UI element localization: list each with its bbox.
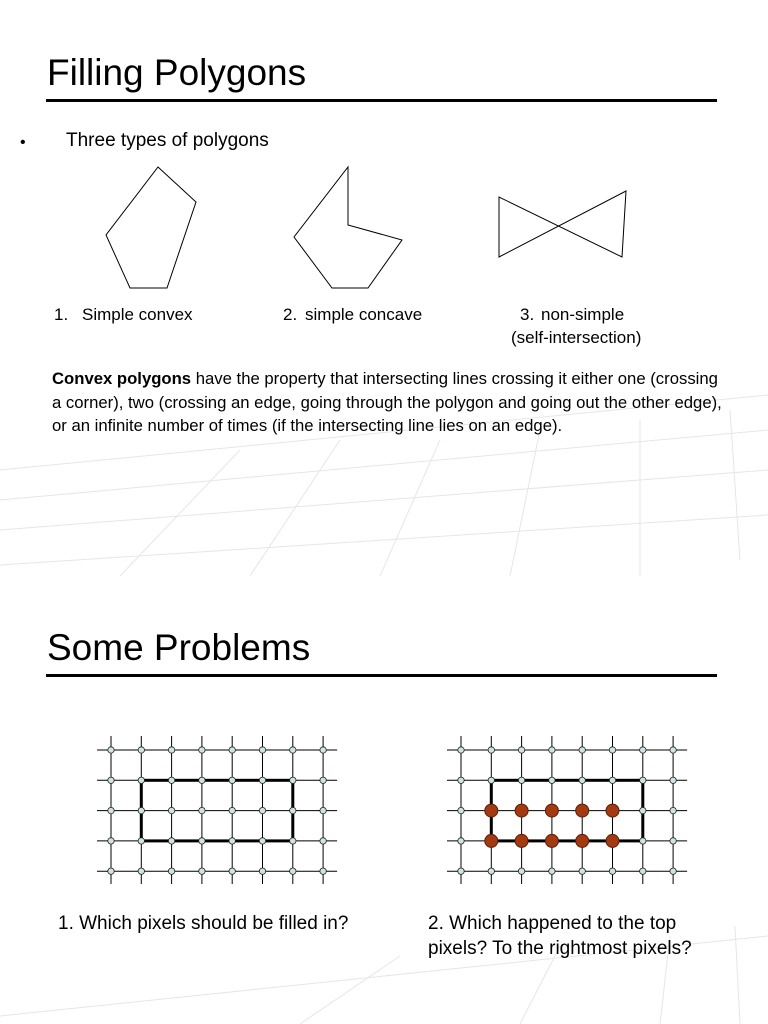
pixel-node	[229, 777, 235, 783]
question-2: 2. Which happened to the top pixels? To the rightmost pixels?	[428, 913, 692, 959]
bullet-icon: •	[20, 134, 26, 151]
filled-pixel	[545, 834, 558, 847]
concave-polygon-figure	[288, 162, 408, 294]
type-3-label: non-simple	[541, 305, 625, 324]
filled-pixel	[606, 834, 619, 847]
title-underline	[46, 99, 717, 102]
filled-pixel	[515, 834, 528, 847]
pixel-node	[640, 807, 646, 813]
convex-definition-text: have the property that intersecting lines crossing it either one (crossing a corner), two (crossing an edge, going through the polygon and going out the other edge), or an infinite number of times (if the intersecting line lies on an edge).	[52, 369, 722, 435]
type-3-sublabel: (self-intersection)	[511, 328, 642, 347]
convex-definition-paragraph	[52, 367, 722, 438]
type-2-number: 2.	[283, 305, 298, 324]
pixel-grid-2	[445, 734, 695, 884]
section-title: Some Problems	[47, 627, 311, 668]
filled-pixel	[606, 804, 619, 817]
pixel-node	[138, 777, 144, 783]
title-underline	[46, 674, 717, 677]
pixel-node	[138, 747, 144, 753]
filled-pixel	[485, 834, 498, 847]
filled-pixel	[515, 804, 528, 817]
pixel-node	[168, 838, 174, 844]
pixel-node	[579, 777, 585, 783]
question-1: 1. Which pixels should be filled in?	[58, 913, 349, 934]
pixel-node	[458, 868, 464, 874]
pixel-node	[168, 777, 174, 783]
pixel-node	[199, 777, 205, 783]
pixel-node	[138, 838, 144, 844]
pixel-node	[108, 868, 114, 874]
pixel-node	[670, 777, 676, 783]
pixel-node	[458, 777, 464, 783]
pixel-node	[670, 838, 676, 844]
pixel-node	[670, 868, 676, 874]
pixel-node	[518, 747, 524, 753]
filled-pixel	[485, 804, 498, 817]
pixel-node	[579, 868, 585, 874]
pixel-node	[259, 747, 265, 753]
pixel-node	[320, 868, 326, 874]
pixel-node	[168, 807, 174, 813]
pixel-node	[290, 868, 296, 874]
pixel-node	[138, 807, 144, 813]
pixel-node	[199, 747, 205, 753]
pixel-node	[640, 868, 646, 874]
pixel-node	[290, 838, 296, 844]
pixel-node	[259, 777, 265, 783]
pixel-node	[290, 807, 296, 813]
pixel-node	[108, 807, 114, 813]
type-3-number: 3.	[520, 305, 535, 324]
pixel-node	[229, 807, 235, 813]
pixel-node	[458, 807, 464, 813]
pixel-node	[320, 838, 326, 844]
pixel-node	[458, 747, 464, 753]
pixel-node	[320, 747, 326, 753]
type-1-label: Simple convex	[82, 305, 193, 324]
pixel-grid-1	[95, 734, 345, 884]
pixel-node	[320, 807, 326, 813]
pixel-node	[609, 747, 615, 753]
convex-term: Convex polygons	[52, 369, 192, 388]
pixel-node	[320, 777, 326, 783]
pixel-node	[290, 747, 296, 753]
slide-some-problems	[0, 576, 768, 1024]
pixel-node	[488, 777, 494, 783]
pixel-node	[640, 747, 646, 753]
pixel-node	[458, 838, 464, 844]
convex-polygon-figure	[100, 162, 204, 294]
bullet-text: Three types of polygons	[66, 130, 269, 151]
pixel-node	[549, 777, 555, 783]
pixel-node	[518, 868, 524, 874]
pixel-node	[259, 807, 265, 813]
pixel-node	[290, 777, 296, 783]
pixel-node	[670, 807, 676, 813]
pixel-node	[138, 868, 144, 874]
type-1-number: 1.	[54, 305, 69, 324]
pixel-node	[549, 747, 555, 753]
filled-pixel	[545, 804, 558, 817]
pixel-node	[108, 838, 114, 844]
pixel-node	[579, 747, 585, 753]
pixel-node	[670, 747, 676, 753]
pixel-node	[640, 777, 646, 783]
type-2-label: simple concave	[305, 305, 423, 324]
filled-pixel	[576, 834, 589, 847]
pixel-node	[168, 868, 174, 874]
pixel-node	[199, 807, 205, 813]
pixel-node	[199, 838, 205, 844]
page-title: Filling Polygons	[47, 52, 307, 93]
pixel-node	[168, 747, 174, 753]
pixel-node	[229, 838, 235, 844]
pixel-node	[518, 777, 524, 783]
pixel-node	[229, 747, 235, 753]
self-intersecting-polygon-figure	[494, 186, 632, 264]
pixel-node	[488, 868, 494, 874]
filled-pixel	[576, 804, 589, 817]
pixel-node	[108, 747, 114, 753]
pixel-node	[229, 868, 235, 874]
pixel-node	[549, 868, 555, 874]
pixel-node	[609, 777, 615, 783]
pixel-node	[259, 838, 265, 844]
pixel-node	[609, 868, 615, 874]
pixel-node	[108, 777, 114, 783]
pixel-node	[199, 868, 205, 874]
pixel-node	[259, 868, 265, 874]
pixel-node	[488, 747, 494, 753]
pixel-node	[640, 838, 646, 844]
